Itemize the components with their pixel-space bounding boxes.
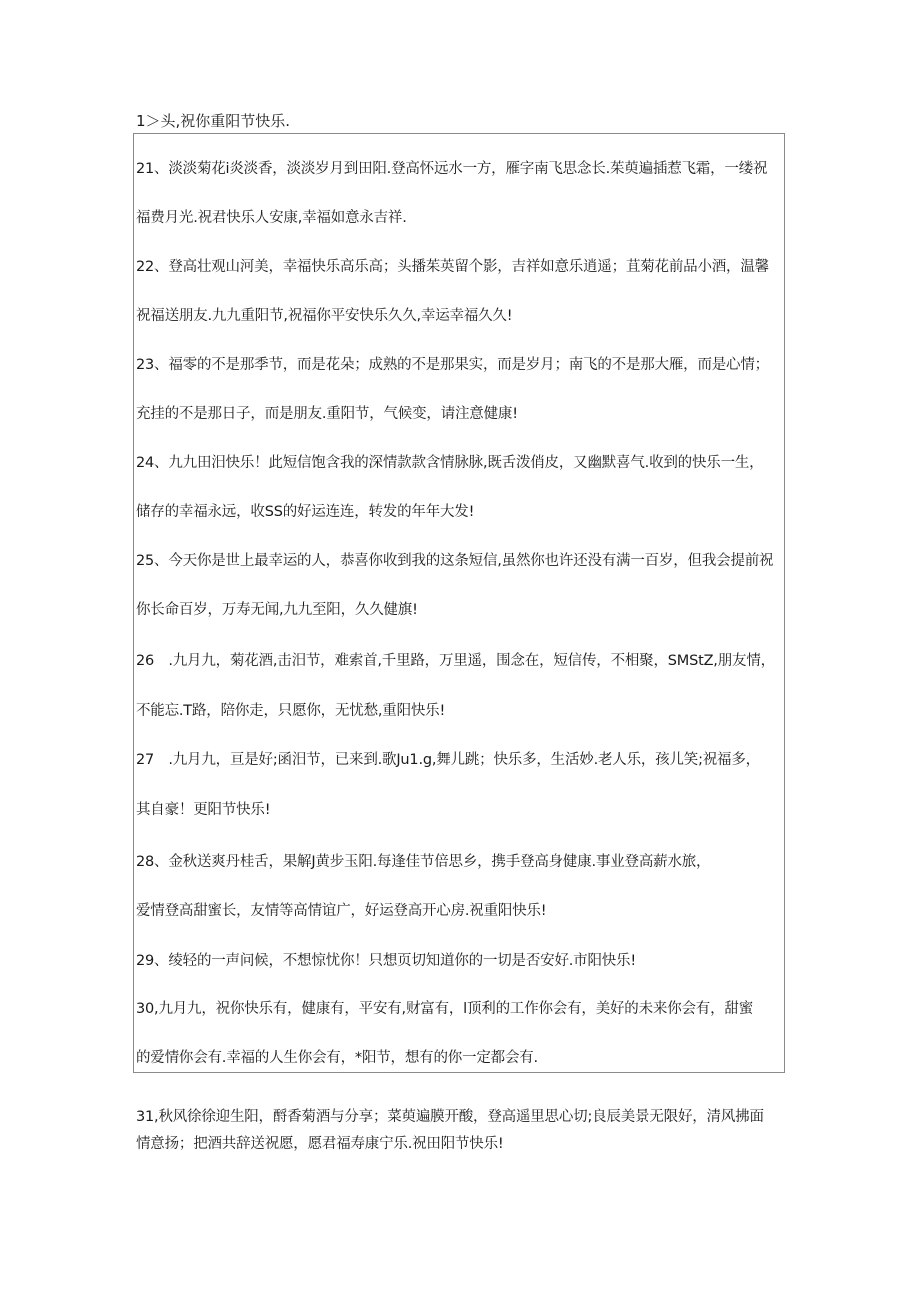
entry-31-line-1: 31,秋风徐徐迎生阳，酹香菊酒与分享；菜萸遍膜开酸，登高遥里思心切;良辰美景无限好，清风拂面 (136, 1109, 764, 1125)
entry-27-line-2: 其自豪！更阳节快乐! (136, 802, 271, 818)
entry-30-line-2: 的爱情你会有.幸福的人生你会有，*阳节，想有的你一定都会有. (136, 1050, 538, 1066)
entry-28-line-1: 28、金秋送爽丹桂舌，果解J黄步玉阳.每逢佳节倍思乡，携手登高身健康.事业登高薪水旅， (136, 854, 711, 870)
entry-27-line-1: 27 .九月九，亘是好;函汨节，已来到.歌Ju1.g,舞儿跳；快乐多，生活妙.老人乐，孩儿笑;祝福多， (136, 752, 760, 768)
entry-21-line-1: 21、淡淡菊花i炎淡香，淡淡岁月到田阳.登高怀远水一方，雁字南飞思念长.茱萸遍插惹飞霜，一缕祝 (136, 161, 768, 177)
top-line: 1＞头,祝你重阳节快乐. (136, 112, 291, 130)
entry-21-line-2: 福费月光.祝君快乐人安康,幸福如意永吉祥. (136, 210, 407, 226)
entry-28-line-2: 爱情登高甜蜜长，友情等高情谊广，好运登高开心房.祝重阳快乐! (136, 903, 547, 919)
entry-23-line-2: 充挂的不是那日子，而是朋友.重阳节，气候变，请注意健康! (136, 406, 518, 422)
entry-24-line-2: 储存的幸福永远，收SS的好运连连，转发的年年大发! (136, 504, 475, 520)
entry-25-line-1: 25、今天你是世上最幸运的人，恭喜你收到我的这条短信,虽然你也许还没有满一百岁，但我会提前祝 (136, 553, 774, 569)
entry-29-line-1: 29、绫轻的一声问候，不想惊忧你！只想页切知道你的一切是否安好.市阳快乐! (136, 953, 636, 969)
entry-23-line-1: 23、福零的不是那季节，而是花朵；成熟的不是那果实，而是岁月；南飞的不是那大雁，而是心情； (136, 357, 769, 373)
entry-25-line-2: 你长命百岁，万寿无闻,九九至阳，久久健旗! (136, 602, 418, 618)
entry-22-line-2: 祝福送朋友.九九重阳节,祝福你平安快乐久久,幸运幸福久久! (136, 308, 513, 324)
entry-22-line-1: 22、登高壮观山河美，幸福快乐高乐高；头播茱英留个影，吉祥如意乐逍遥；苴菊花前品小酒，温馨 (136, 259, 769, 275)
entry-26-line-1: 26 .九月九，菊花酒,击汨节，难索首,千里路，万里遥，围念在，短信传，不相聚，SMStZ,朋友情， (136, 653, 775, 669)
entry-31 (136, 1104, 786, 1158)
entry-30-line-1: 30,九月九，祝你快乐有，健康有，平安有,财富有，l顶利的工作你会有，美好的未来你会有，甜蜜 (136, 1001, 753, 1017)
entry-24-line-1: 24、九九田汨快乐！此短信饱含我的深情款款含情脉脉,既舌泼俏皮，又幽默喜气.收到的快乐一生， (136, 455, 764, 471)
entry-26-line-2: 不能忘.T路，陪你走，只愿你，无忧愁,重阳快乐! (136, 703, 446, 719)
entry-31-line-2: 情意扬；把酒共辞送祝愿，愿君福寿康宁乐.祝田阳节快乐! (136, 1136, 504, 1152)
